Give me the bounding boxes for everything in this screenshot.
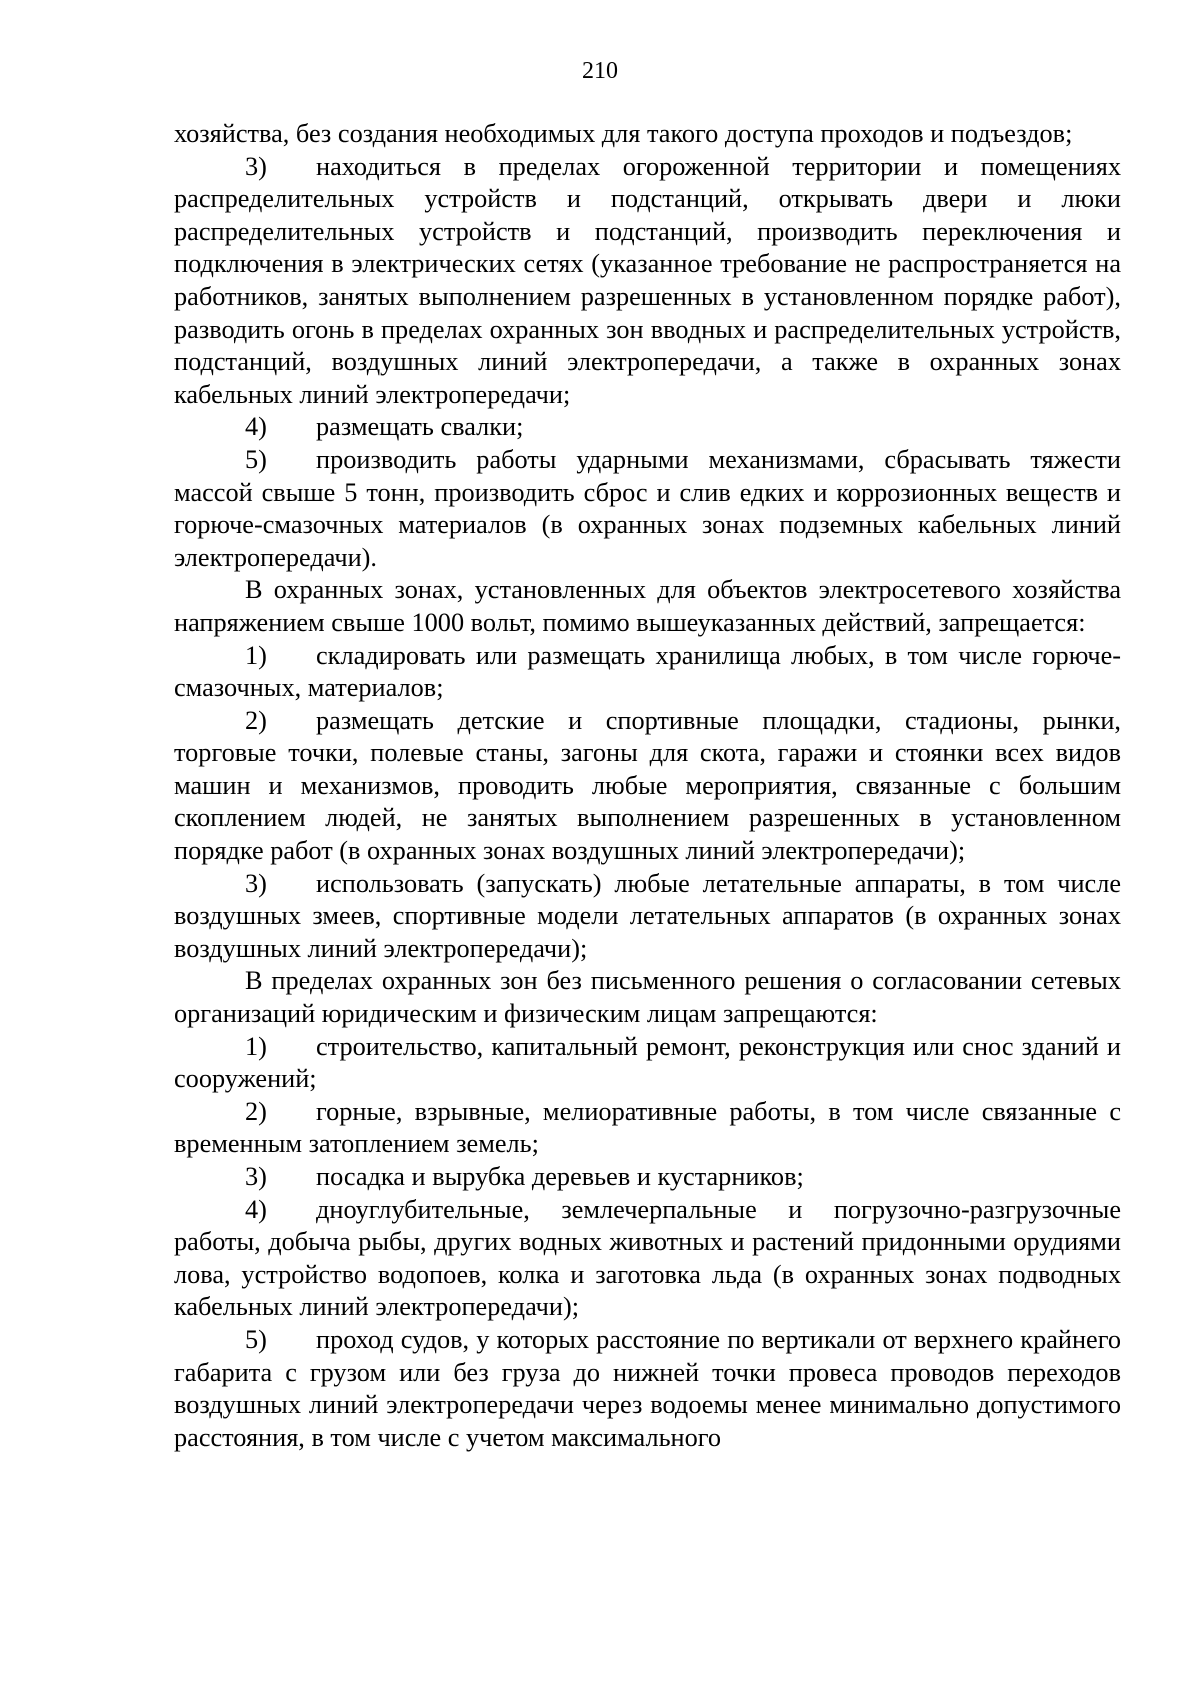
list-item-text: находиться в пределах огороженной территории и помещениях распределительных устройств и подстанций, открывать двери и люки распределительных устройств и подстанций, производить переключения и подключения в электрических сетях (указанное требование не распространяется на работников, занятых выполнением разрешенных в установленном порядке работ), разводить огонь в пределах охранных зон вводных и распределительных устройств, подстанций, воздушных линий электропередачи, а также в охранных зонах кабельных линий электропередачи; — [174, 151, 1121, 409]
list-item — [174, 1324, 1121, 1454]
list-item-text: строительство, капитальный ремонт, реконструкция или снос зданий и сооружений; — [174, 1031, 1121, 1094]
list-item-text: дноуглубительные, землечерпальные и погрузочно-разгрузочные работы, добыча рыбы, других водных животных и растений придонными орудиями лова, устройство водопоев, колка и заготовка льда (в охранных зонах подводных кабельных линий электропередачи); — [174, 1194, 1121, 1322]
list-item — [174, 705, 1121, 868]
list-item-number: 3) — [245, 868, 267, 898]
list-item-number: 5) — [245, 444, 267, 474]
list-item-text: использовать (запускать) любые летательные аппараты, в том числе воздушных змеев, спортивные модели летательных аппаратов (в охранных зонах воздушных линий электропередачи); — [174, 868, 1121, 963]
paragraph: В охранных зонах, установленных для объектов электросетевого хозяйства напряжением свыше 1000 вольт, помимо вышеуказанных действий, запрещается: — [174, 575, 1121, 637]
list-item — [174, 151, 1121, 412]
list-item-text: посадка и вырубка деревьев и кустарников; — [316, 1162, 804, 1191]
list-item-text: проход судов, у которых расстояние по вертикали от верхнего крайнего габарита с грузом или без груза до нижней точки провеса проводов переходов воздушных линий электропередачи через водоемы менее минимально допустимого расстояния, в том числе с учетом максимального — [174, 1324, 1121, 1452]
list-item-text: производить работы ударными механизмами, сбрасывать тяжести массой свыше 5 тонн, производить сброс и слив едких и коррозионных веществ и горюче-смазочных материалов (в охранных зонах подземных кабельных линий электропередачи). — [174, 444, 1121, 572]
list-item — [174, 1194, 1121, 1324]
list-item-number: 3) — [245, 151, 267, 181]
list-item-text: размещать свалки; — [316, 412, 524, 442]
list-item-text: размещать детские и спортивные площадки, стадионы, рынки, торговые точки, полевые станы, загоны для скота, гаражи и стоянки всех видов машин и механизмов, проводить любые мероприятия, связанные с большим скоплением людей, не занятых выполнением разрешенных в установленном порядке работ (в охранных зонах воздушных линий электропередачи); — [174, 705, 1121, 866]
list-item-number: 5) — [245, 1324, 267, 1354]
list-item-number: 4) — [245, 1194, 267, 1224]
list-item-text: складировать или размещать хранилища любых, в том числе горюче-смазочных, материалов; — [174, 640, 1121, 703]
list-item-text: горные, взрывные, мелиоративные работы, в том числе связанные с временным затоплением земель; — [174, 1096, 1121, 1159]
list-item-number: 4) — [245, 412, 267, 442]
list-item — [174, 640, 1121, 705]
list-item-number: 3) — [245, 1162, 267, 1191]
list-item-number: 1) — [245, 1031, 267, 1061]
list-item-number: 2) — [245, 705, 267, 735]
list-item-number: 2) — [245, 1096, 267, 1126]
list-item — [174, 1161, 1121, 1194]
list-item — [174, 444, 1121, 574]
page-number: 210 — [582, 58, 618, 84]
list-item-number: 1) — [245, 640, 267, 670]
list-item — [174, 1096, 1121, 1161]
list-item — [174, 1031, 1121, 1096]
list-item — [174, 868, 1121, 966]
paragraph: В пределах охранных зон без письменного решения о согласовании сетевых организаций юридическим и физическим лицам запрещаются: — [174, 966, 1121, 1029]
paragraph: хозяйства, без создания необходимых для такого доступа проходов и подъездов; — [174, 119, 1073, 148]
list-item — [174, 411, 1121, 444]
document-body — [174, 118, 1121, 1454]
